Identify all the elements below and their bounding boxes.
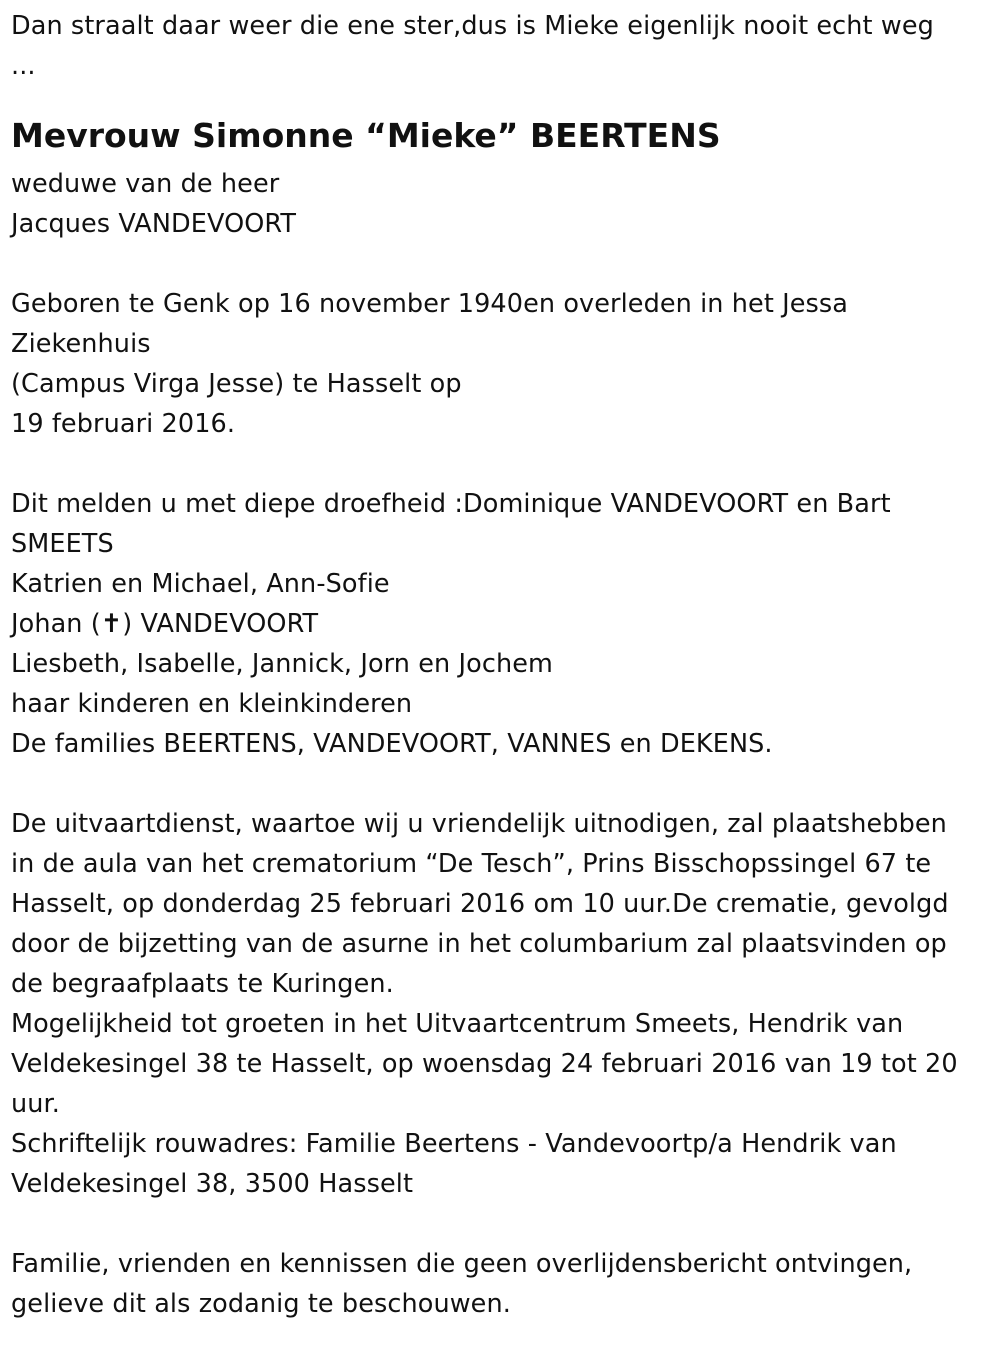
birth-death-line: Ziekenhuis [11, 329, 151, 359]
service-line: Mogelijkheid tot groeten in het Uitvaartcentrum Smeets, Hendrik van [11, 1009, 904, 1039]
widow-info [11, 164, 982, 244]
service-details [11, 804, 982, 1204]
closing-line: gelieve dit als zodanig te beschouwen. [11, 1289, 511, 1319]
family-line: Katrien en Michael, Ann-Sofie [11, 569, 390, 599]
epigraph [11, 6, 982, 86]
birth-death-line: 19 februari 2016. [11, 409, 236, 439]
deceased-name-title: Mevrouw Simonne “Mieke” BEERTENS [11, 116, 721, 155]
family-line: Liesbeth, Isabelle, Jannick, Jorn en Jochem [11, 649, 553, 679]
birth-death-info [11, 284, 982, 444]
service-line: uur. [11, 1089, 60, 1119]
service-line: de begraafplaats te Kuringen. [11, 969, 394, 999]
birth-death-line: Geboren te Genk op 16 november 1940en overleden in het Jessa [11, 289, 849, 319]
family-announcement [11, 484, 982, 764]
closing-line: Familie, vrienden en kennissen die geen overlijdensbericht ontvingen, [11, 1249, 913, 1279]
closing-note [11, 1244, 982, 1324]
epigraph-ellipsis: ... [11, 51, 36, 81]
service-line: Hasselt, op donderdag 25 februari 2016 om 10 uur.De crematie, gevolgd [11, 889, 949, 919]
service-line: Veldekesingel 38 te Hasselt, op woensdag 24 februari 2016 van 19 tot 20 [11, 1049, 958, 1079]
family-line: SMEETS [11, 529, 114, 559]
service-line: door de bijzetting van de asurne in het columbarium zal plaatsvinden op [11, 929, 947, 959]
birth-death-line: (Campus Virga Jesse) te Hasselt op [11, 369, 462, 399]
spouse-name-line: Jacques VANDEVOORT [11, 209, 297, 239]
widow-line: weduwe van de heer [11, 169, 280, 199]
service-line: De uitvaartdienst, waartoe wij u vriendelijk uitnodigen, zal plaatshebben [11, 809, 947, 839]
family-line: De families BEERTENS, VANDEVOORT, VANNES en DEKENS. [11, 729, 773, 759]
service-line: in de aula van het crematorium “De Tesch”, Prins Bisschopssingel 67 te [11, 849, 932, 879]
family-line: Johan (✝) VANDEVOORT [11, 609, 319, 639]
family-line: haar kinderen en kleinkinderen [11, 689, 413, 719]
epigraph-line: Dan straalt daar weer die ene ster,dus is Mieke eigenlijk nooit echt weg [11, 11, 934, 41]
service-line: Schriftelijk rouwadres: Familie Beertens - Vandevoortp/a Hendrik van [11, 1129, 897, 1159]
service-line: Veldekesingel 38, 3500 Hasselt [11, 1169, 414, 1199]
family-line: Dit melden u met diepe droefheid :Dominique VANDEVOORT en Bart [11, 489, 891, 519]
